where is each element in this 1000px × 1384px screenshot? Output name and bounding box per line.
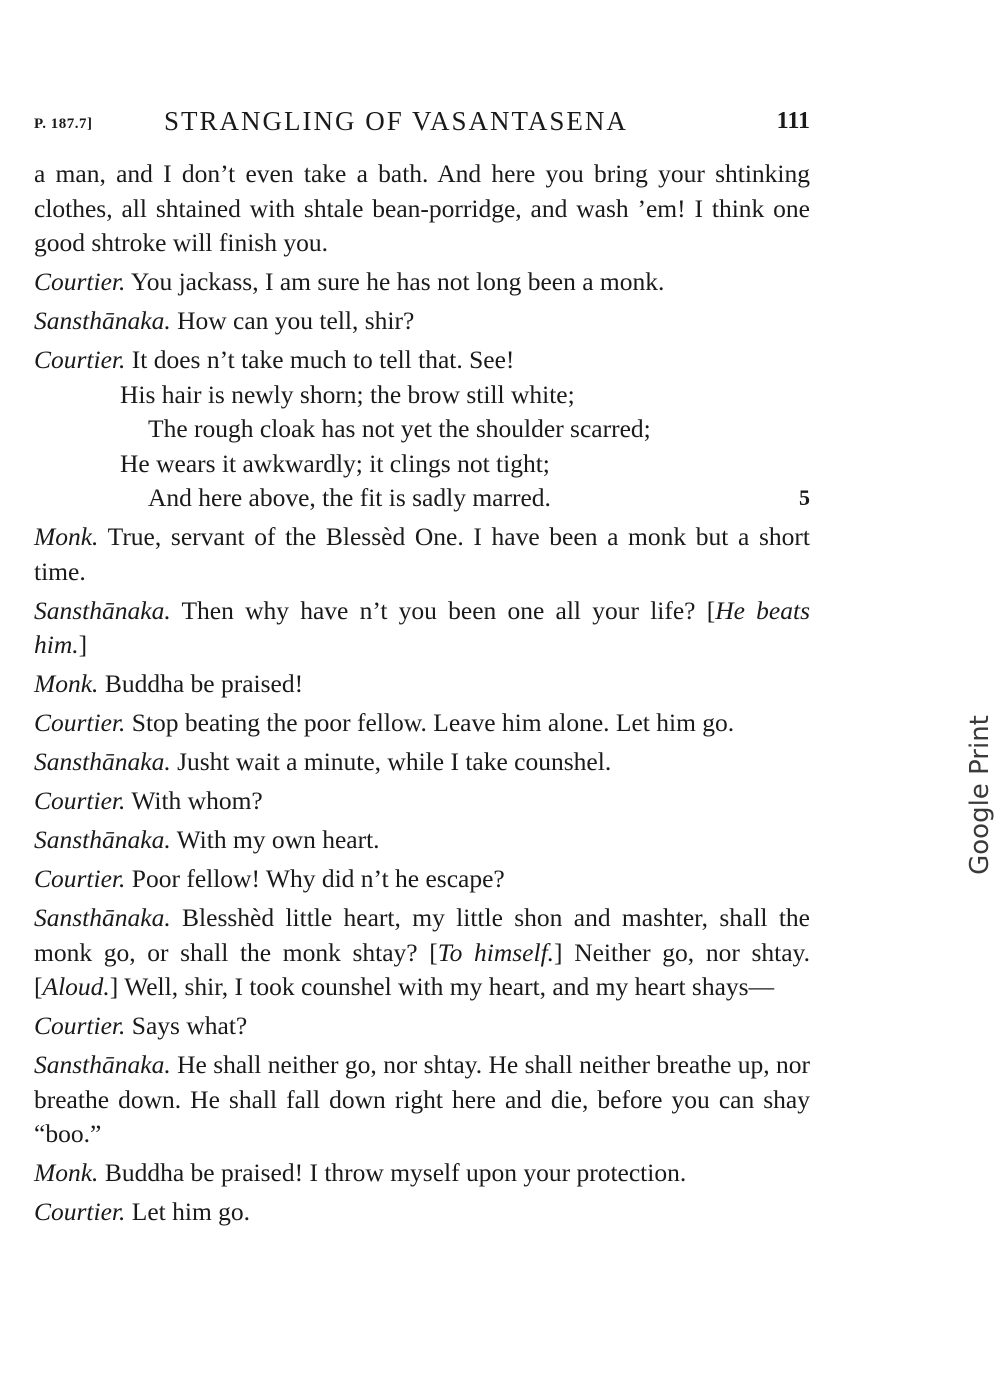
paragraph	[34, 1156, 810, 1191]
speaker-name: Courtier.	[34, 1197, 126, 1226]
paragraph-text: You jackass, I am sure he has not long been a monk.	[130, 267, 665, 296]
paragraph	[34, 745, 810, 780]
paragraph-text: Let him go.	[131, 1197, 251, 1226]
paragraph	[34, 265, 810, 300]
verse-line: The rough cloak has not yet the shoulder scarred;	[148, 414, 651, 443]
paragraph: Sansthānaka. Blesshèd little heart, my little shon and mashter, shall the monk go, or shall the monk shtay? [To himself.] Neither go, nor shtay. [Aloud.] Well, shir, I took counshel with my heart, and my heart shays—	[34, 903, 810, 1001]
paragraph	[34, 706, 810, 741]
speaker-name: Courtier.	[34, 345, 126, 374]
watermark-text: Google Print	[965, 715, 995, 875]
paragraph	[34, 157, 810, 261]
paragraph-text: Buddha be praised!	[104, 669, 304, 698]
speaker-name: Monk.	[34, 522, 99, 551]
stage-direction: To himself.	[437, 937, 555, 967]
paragraph-text: Well, shir, I took counshel with my heart, and my heart shays—	[124, 972, 775, 1001]
page-reference: P. 187.7]	[34, 116, 93, 132]
speaker-name: Courtier.	[34, 1011, 126, 1040]
paragraph-text: Poor fellow! Why did n’t he escape?	[131, 864, 505, 893]
paragraph	[34, 520, 810, 589]
running-header	[34, 106, 810, 142]
paragraph-text: Neither go, nor shtay.	[574, 937, 810, 967]
google-print-watermark	[962, 700, 998, 890]
paragraph-text: Stop beating the poor fellow. Leave him alone. Let him go.	[131, 708, 735, 737]
paragraph-text: Blesshèd little heart, my little shon and mashter, shall the monk go, or shall the monk shtay?	[34, 903, 810, 967]
paragraph	[34, 784, 810, 819]
stage-direction: Aloud.	[42, 972, 110, 1001]
speaker-name: Sansthānaka.	[34, 903, 171, 932]
verse-line: He wears it awkwardly; it clings not tight;	[120, 448, 550, 478]
paragraph-text: It does n’t take much to tell that. See!	[131, 345, 515, 374]
stage-direction: He beats him.	[34, 595, 810, 659]
speaker-name: Sansthānaka.	[34, 825, 171, 854]
speaker-name: Sansthānaka.	[34, 1050, 171, 1079]
speaker-name: Courtier.	[34, 708, 126, 737]
paragraph-text: True, servant of the Blessèd One. I have been a monk but a short time.	[34, 522, 810, 586]
running-title: STRANGLING OF VASANTASENA	[164, 106, 628, 136]
paragraph-text: Then why have n’t you been one all your life?	[181, 595, 696, 625]
paragraph: Sansthānaka. Then why have n’t you been one all your life? [He beats him.]	[34, 595, 810, 659]
paragraph-text: With whom?	[131, 786, 263, 815]
paragraph	[34, 1009, 810, 1044]
verse-line: His hair is newly shorn; the brow still white;	[120, 379, 575, 409]
paragraph	[34, 667, 810, 702]
paragraph-text: With my own heart.	[176, 825, 380, 854]
paragraph-text: How can you tell, shir?	[177, 306, 415, 335]
speaker-name: Courtier.	[34, 786, 126, 815]
paragraph	[34, 823, 810, 858]
paragraph-text: Says what?	[131, 1011, 248, 1040]
paragraph	[34, 304, 810, 339]
speaker-name: Monk.	[34, 1158, 99, 1187]
verse-stanza	[34, 378, 810, 516]
paragraph	[34, 1048, 810, 1152]
speaker-name: Sansthānaka.	[34, 747, 171, 776]
page-number: 111	[776, 108, 810, 134]
paragraph-text: Buddha be praised! I throw myself upon your protection.	[104, 1158, 687, 1187]
speaker-name: Courtier.	[34, 864, 126, 893]
verse-line-number: 5	[799, 485, 810, 510]
paragraph-text: Jusht wait a minute, while I take counshel.	[177, 747, 612, 776]
speaker-name: Sansthānaka.	[34, 306, 171, 335]
speaker-name: Courtier.	[34, 267, 126, 296]
paragraph	[34, 862, 810, 897]
page-body	[34, 157, 810, 1234]
paragraph	[34, 1195, 810, 1230]
verse-line: And here above, the fit is sadly marred.	[148, 483, 551, 512]
speaker-name: Monk.	[34, 669, 99, 698]
paragraph	[34, 343, 810, 378]
speaker-name: Sansthānaka.	[34, 595, 171, 625]
paragraph-text: a man, and I don’t even take a bath. And here you bring your shtinking clothes, all shtained with shtale bean-porridge, and wash ’em! I think one good shtroke will finish you.	[34, 159, 810, 257]
paragraph-text: He shall neither go, nor shtay. He shall neither breathe up, nor breathe down. He shall fall down right here and die, before you can shay “boo.”	[34, 1050, 810, 1148]
